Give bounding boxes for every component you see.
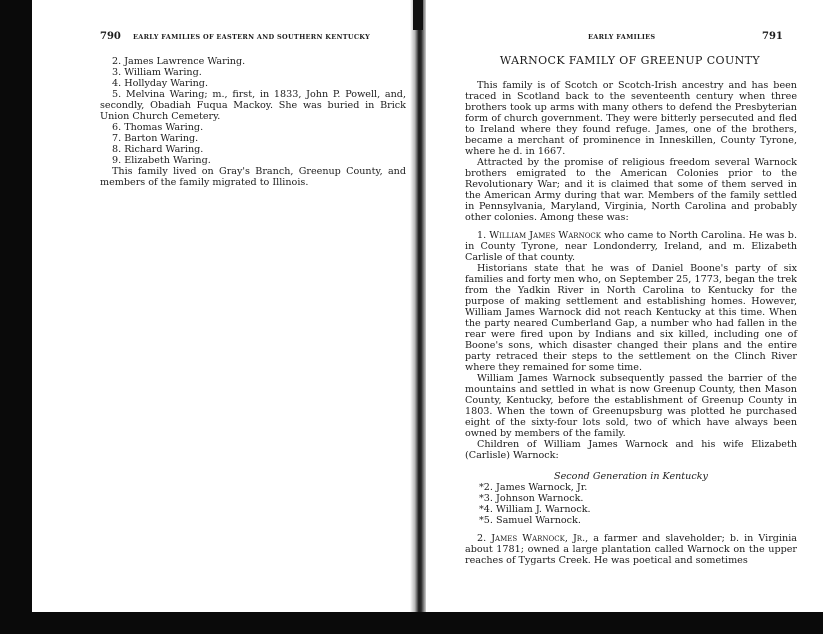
book-gutter	[410, 0, 426, 612]
person-name: 2. James Warnock, Jr.	[477, 533, 586, 544]
list-item: 5. Melvina Waring; m., first, in 1833, John P. Powell, and, secondly, Obadiah Fuqua Mackoy. She was buried in Brick Union Church Cemetery.	[100, 89, 406, 122]
paragraph: This family is of Scotch or Scotch-Irish ancestry and has been traced in Scotland back to the seventeenth century when three brothers took up arms with many others to defend the Presbyterian form of church government. They were bitterly persecuted and fled to Ireland where they found refuge. James, one of the brothers, became a merchant of prominence in Inneskillen, County Tyrone, where he d. in 1667.	[465, 80, 797, 157]
list-item: *3. Johnson Warnock.	[479, 493, 584, 504]
list-item: 3. William Waring.	[112, 67, 202, 78]
list-item: *2. James Warnock, Jr.	[479, 482, 588, 493]
chapter-title: WARNOCK FAMILY OF GREENUP COUNTY	[499, 54, 761, 67]
closing-paragraph: This family lived on Gray's Branch, Greenup County, and members of the family migrated to Illinois.	[100, 166, 406, 188]
right-page-body	[465, 80, 797, 566]
left-running-head: EARLY FAMILIES OF EASTERN AND SOUTHERN KENTUCKY	[133, 33, 371, 41]
list-item: 7. Barton Waring.	[112, 133, 199, 144]
list-item: 8. Richard Waring.	[112, 144, 204, 155]
list-item: 2. James Lawrence Waring.	[112, 56, 246, 67]
gutter-shadow	[413, 0, 423, 30]
person-name: 1. William James Warnock	[477, 230, 602, 241]
list-item: *5. Samuel Warnock.	[479, 515, 581, 526]
paragraph: Children of William James Warnock and his wife Elizabeth (Carlisle) Warnock:	[465, 439, 797, 461]
generation-heading: Second Generation in Kentucky	[554, 471, 708, 482]
list-item: *4. William J. Warnock.	[479, 504, 591, 515]
list-item: 4. Hollyday Waring.	[112, 78, 209, 89]
list-item: 6. Thomas Waring.	[112, 122, 204, 133]
right-running-head: EARLY FAMILIES	[588, 33, 656, 41]
paragraph: Attracted by the promise of religious freedom several Warnock brothers emigrated to the American Colonies prior to the Revolutionary War; and it is claimed that some of them served in the American Army during that war. Members of the family settled in Pennsylvania, Maryland, Virginia, North Carolina and probably other colonies. Among these was:	[465, 157, 797, 223]
right-page-number: 791	[762, 31, 783, 42]
paragraph: 2. James Warnock, Jr., a farmer and slaveholder; b. in Virginia about 1781; owned a large plantation called Warnock on the upper reaches of Tygarts Creek. He was poetical and sometimes	[465, 533, 797, 566]
left-page-body	[100, 56, 406, 188]
scan-left-border	[0, 0, 32, 634]
scan-bottom-border	[0, 612, 823, 634]
list-item: 9. Elizabeth Waring.	[112, 155, 211, 166]
paragraph: William James Warnock subsequently passed the barrier of the mountains and settled in what is now Greenup County, then Mason County, Kentucky, before the establishment of Greenup County in 1803. When the town of Greenupsburg was plotted he purchased eight of the sixty-four lots sold, two of which have always been owned by members of the family.	[465, 373, 797, 439]
left-page-number: 790	[100, 31, 121, 42]
paragraph: Historians state that he was of Daniel Boone's party of six families and forty men who, on September 25, 1773, began the trek from the Yadkin River in North Carolina to Kentucky for the purpose of making settlement and establishing homes. However, William James Warnock did not reach Kentucky at this time. When the party neared Cumberland Gap, a number who had fallen in the rear were fired upon by Indians and six killed, including one of Boone's sons, which disaster changed their plans and the entire party retraced their steps to the settlement on the Clinch River where they remained for some time.	[465, 263, 797, 373]
paragraph: 1. William James Warnock who came to North Carolina. He was b. in County Tyrone, near Londonderry, Ireland, and m. Elizabeth Carlisle of that county.	[465, 230, 798, 263]
